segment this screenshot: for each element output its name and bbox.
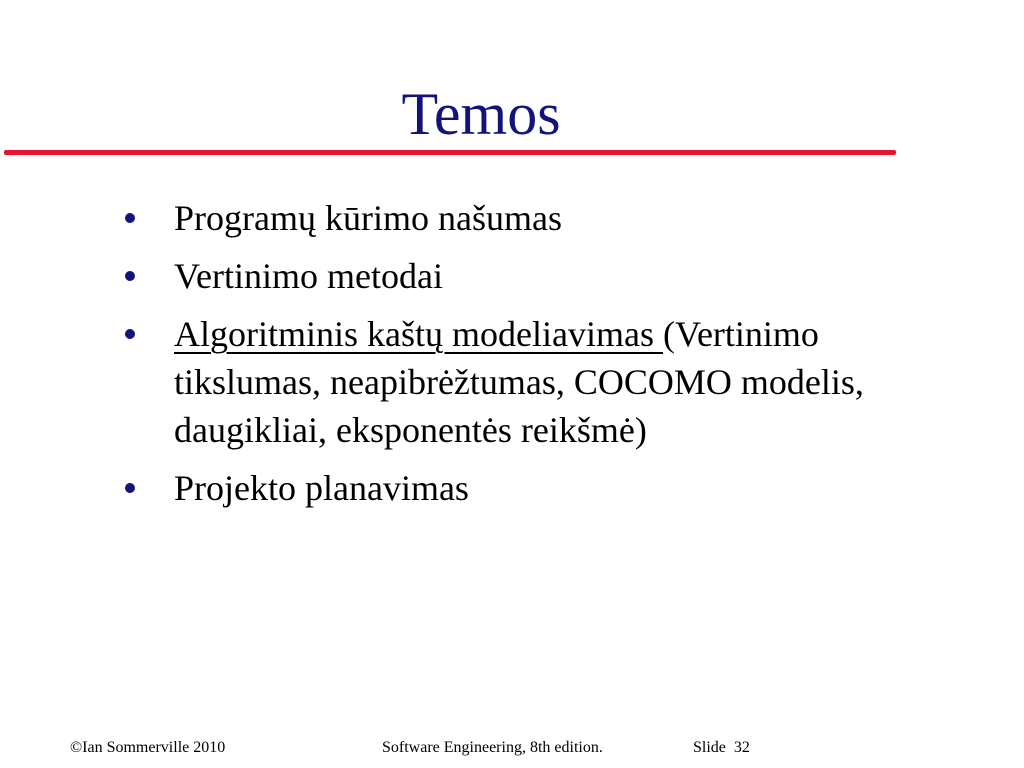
slide-number: 32 <box>733 739 750 756</box>
list-item <box>120 310 960 454</box>
bullet-underlined-text: Algoritminis kaštų modeliavimas <box>174 314 663 354</box>
footer-copyright: ©Ian Sommerville 2010 <box>70 739 226 756</box>
title-divider <box>4 150 896 155</box>
slide-label: Slide <box>693 739 726 756</box>
bullet-icon <box>125 483 135 493</box>
bullet-text: Projekto planavimas <box>174 468 469 508</box>
bullet-icon <box>125 213 135 223</box>
list-item <box>120 194 960 242</box>
bullet-list <box>120 194 960 522</box>
footer-slide-number <box>693 738 750 758</box>
bullet-text: Programų kūrimo našumas <box>174 198 562 238</box>
slide-title: Temos <box>401 81 561 147</box>
bullet-icon <box>125 329 135 339</box>
list-item <box>120 464 960 512</box>
footer-book-title: Software Engineering, 8th edition. <box>382 739 603 756</box>
list-item <box>120 252 960 300</box>
bullet-text: (Vertinimo tikslumas, neapibrėžtumas, COCOMO modelis, daugikliai, eksponentės reikšmė) <box>174 314 864 450</box>
bullet-text: Vertinimo metodai <box>174 256 443 296</box>
bullet-icon <box>125 271 135 281</box>
